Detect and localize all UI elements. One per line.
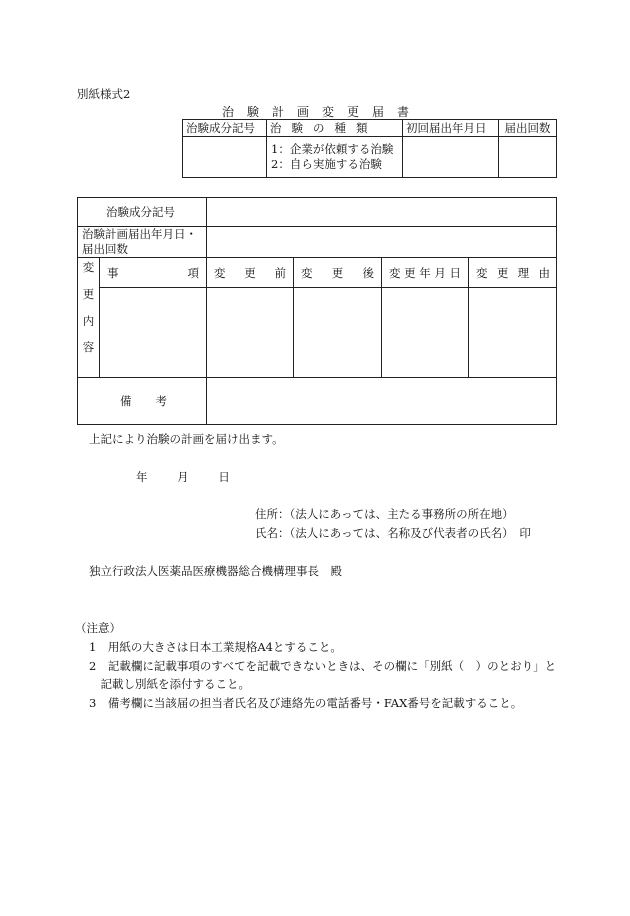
col-header-char: 更 [331, 265, 344, 280]
change-before-field[interactable] [207, 288, 294, 378]
col-header-change-date [382, 258, 469, 288]
note-item-1: 1 用紙の大きさは日本工業規格A4とすること。 [89, 640, 342, 654]
col-header-char: 更 [496, 265, 509, 280]
filing-date-label [78, 227, 207, 258]
col-header-item-text [104, 265, 202, 281]
change-date-field[interactable] [382, 288, 469, 378]
col-header-char: 理 [517, 265, 530, 280]
col-header-char: 変 [301, 265, 313, 280]
note-item-3: 3 備考欄に当該届の担当者氏名及び連絡先の電話番号・FAX番号を記載すること。 [89, 696, 523, 710]
col-header-char: 日 [449, 265, 461, 280]
col-header-char: 前 [274, 265, 286, 280]
notes-heading: （注意） [75, 621, 121, 635]
col-header-char: 変 [389, 265, 401, 280]
col-header-char: 更 [404, 265, 416, 280]
header-filing-count: 届出回数 [499, 120, 557, 137]
change-content-char: 更 [82, 286, 95, 301]
form-label: 別紙様式2 [77, 87, 131, 101]
trial-info-table [182, 119, 557, 178]
col-header-change-date-text [386, 265, 464, 281]
change-item-field[interactable] [100, 288, 207, 378]
col-header-char: 後 [362, 265, 374, 280]
col-header-after [294, 258, 382, 288]
col-header-char: 変 [214, 265, 226, 280]
document-title [222, 103, 423, 120]
filing-count-value[interactable] [499, 137, 557, 178]
date-day-label: 日 [218, 470, 230, 484]
remarks-label [78, 378, 207, 425]
col-header-reason [469, 258, 557, 288]
change-content-vertical [78, 258, 99, 354]
change-content-char: 変 [82, 260, 95, 274]
date-line [136, 469, 230, 485]
col-header-char: 事 [107, 265, 119, 280]
col-header-char: 項 [187, 265, 199, 280]
header-trial-type [267, 120, 403, 137]
col-header-char: 変 [476, 265, 488, 280]
address-line: 住所：（法人にあっては、主たる事務所の所在地） [255, 507, 514, 521]
col-header-reason-text [473, 265, 552, 281]
change-content-char: 内 [82, 313, 95, 328]
filing-date-label-line2: 届出回数 [82, 242, 128, 256]
trial-type-options[interactable] [267, 137, 403, 178]
declaration-text: 上記により治験の計画を届け出ます。 [89, 432, 284, 446]
header-trial-type-text: 治験の種類 [270, 121, 378, 135]
component-code-label [78, 198, 207, 227]
col-header-char: 年 [419, 265, 431, 280]
col-header-char: 由 [538, 265, 550, 280]
component-code-value[interactable] [183, 137, 267, 178]
col-header-char: 月 [434, 265, 446, 280]
component-code-field[interactable] [207, 198, 557, 227]
document-title-text: 治験計画変更届書 [222, 105, 423, 119]
date-year-label: 年 [136, 470, 148, 484]
note-item-2-cont: 記載し別紙を添付すること。 [89, 677, 250, 691]
change-after-field[interactable] [294, 288, 382, 378]
name-line: 氏名：（法人にあっては、名称及び代表者の氏名） 印 [255, 526, 531, 540]
filing-date-label-line1: 治験計画届出年月日・ [82, 227, 197, 241]
date-month-label: 月 [177, 470, 189, 484]
remarks-label-text: 備考 [120, 394, 191, 408]
first-filing-date-value[interactable] [403, 137, 499, 178]
component-code-label-text: 治験成分記号 [106, 205, 175, 219]
header-first-filing-date: 初回届出年月日 [403, 120, 499, 137]
change-form-table [77, 197, 557, 425]
header-component-code: 治験成分記号 [183, 120, 267, 137]
filing-date-field[interactable] [207, 227, 557, 258]
change-content-char: 容 [82, 340, 95, 355]
col-header-char: 更 [244, 265, 256, 280]
addressee: 独立行政法人医薬品医療機器総合機構理事長 殿 [89, 564, 342, 578]
trial-type-option-2: 2：自ら実施する治験 [271, 157, 382, 171]
change-reason-field[interactable] [469, 288, 557, 378]
trial-type-option-1: 1：企業が依頼する治験 [271, 142, 394, 156]
change-content-label [78, 258, 100, 378]
remarks-field[interactable] [207, 378, 557, 425]
note-item-2: 2 記載欄に記載事項のすべてを記載できないときは、その欄に「別紙（ ）のとおり」と [89, 659, 557, 673]
col-header-item [100, 258, 207, 288]
col-header-before [207, 258, 294, 288]
col-header-before-text [211, 265, 289, 281]
col-header-after-text [298, 265, 377, 281]
